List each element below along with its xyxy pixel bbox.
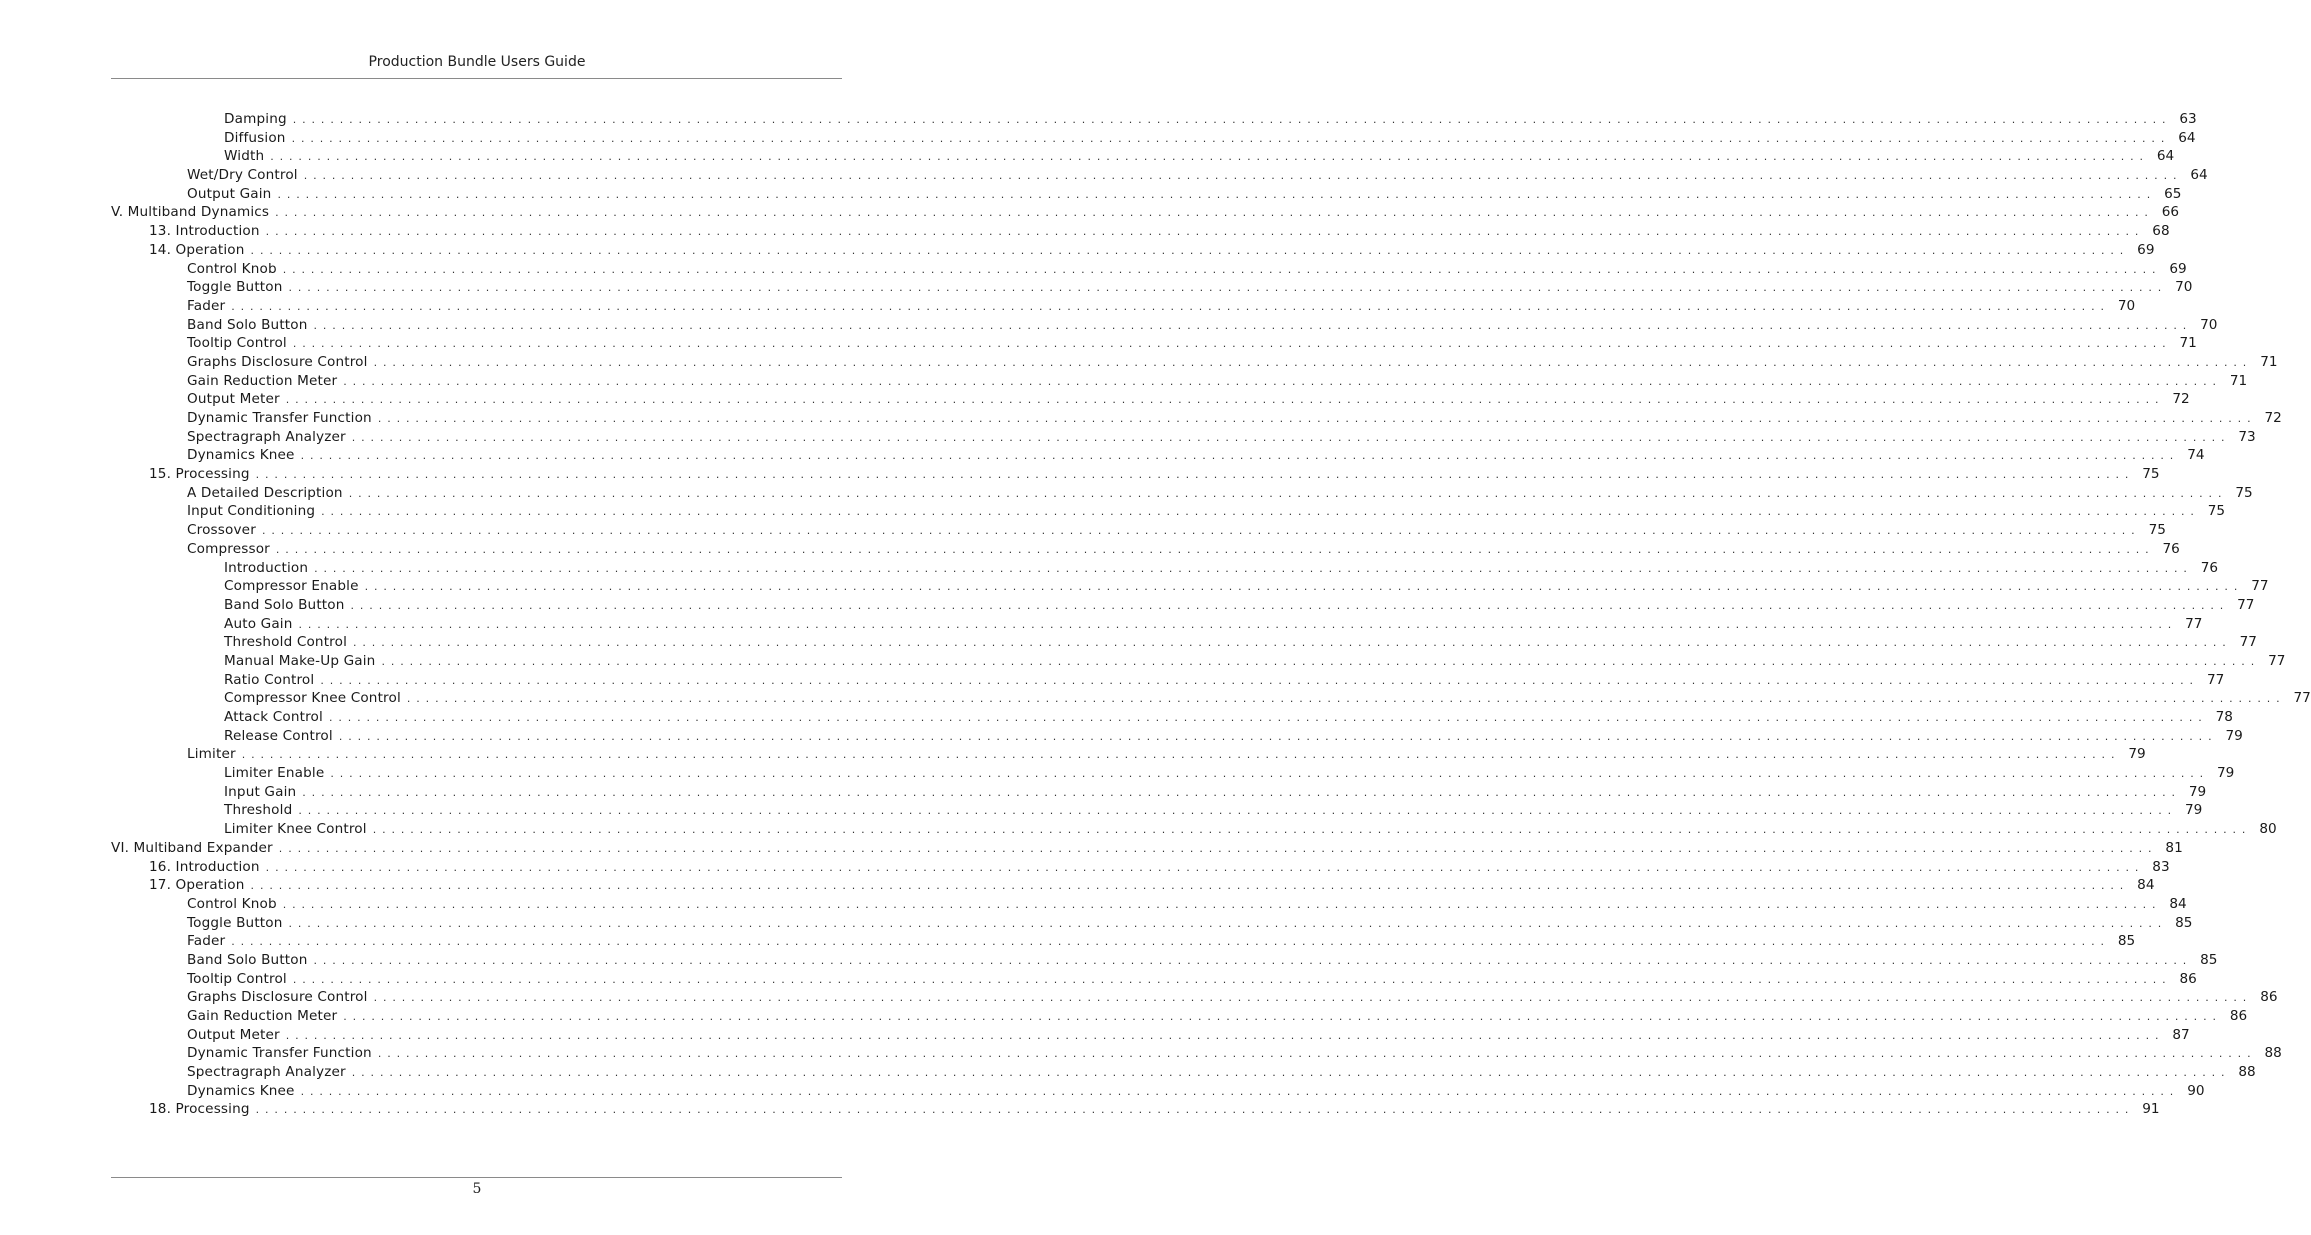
toc-entry-title: Auto Gain bbox=[224, 615, 293, 632]
toc-leader-dots: . . . . . . . . . . . . . . . . . . . . . . . . . . . . . . . . . . . . . . . . . . . . . . . . . . . . . . . . . . . . . . . . . . . . . . . . . . . . . . . . . . . . . . . . . . . . . . . . . . . . . . . . . . . . . . . . . . . . . . . . . . . . . . . . . . . . . . . . . . . . . . . . . . . . . . . . . . . . . . . . . . . . . . . . . . . . . . . . . . . . . . . . . . . . . . . . . . . . . . . . bbox=[351, 1066, 2226, 1080]
toc-entry[interactable] bbox=[111, 540, 2180, 559]
toc-entry-page: 79 bbox=[2184, 802, 2203, 819]
toc-leader-dots: . . . . . . . . . . . . . . . . . . . . . . . . . . . . . . . . . . . . . . . . . . . . . . . . . . . . . . . . . . . . . . . . . . . . . . . . . . . . . . . . . . . . . . . . . . . . . . . . . . . . . . . . . . . . . . . . . . . . . . . . . . . . . . . . . . . . . . . . . . . . . . . . . . . . . . . . . . . . . . . . . . . . . . . . . . . . . . . . . . . . . . . . . . . . . . . . . . . . . . . . bbox=[288, 916, 2163, 930]
toc-entry-title: Attack Control bbox=[224, 709, 323, 725]
toc-entry-page: 91 bbox=[2142, 1101, 2160, 1118]
toc-entry-page: 70 bbox=[2200, 316, 2218, 333]
toc-entry-page: 84 bbox=[2169, 895, 2187, 912]
toc-leader-dots: . . . . . . . . . . . . . . . . . . . . . . . . . . . . . . . . . . . . . . . . . . . . . . . . . . . . . . . . . . . . . . . . . . . . . . . . . . . . . . . . . . . . . . . . . . . . . . . . . . . . . . . . . . . . . . . . . . . . . . . . . . . . . . . . . . . . . . . . . . . . . . . . . . . . . . . . . . . . . . . . . . . . . . . . . . . . . . . . . . . . . . . . . . . . . . . . . . . . . . . . bbox=[313, 953, 2188, 967]
toc-entry-title: Graphs Disclosure Control bbox=[187, 989, 368, 1006]
table-of-contents bbox=[111, 110, 2311, 1119]
toc-entry-title: 16. Introduction bbox=[149, 858, 260, 875]
toc-leader-dots: . . . . . . . . . . . . . . . . . . . . . . . . . . . . . . . . . . . . . . . . . . . . . . . . . . . . . . . . . . . . . . . . . . . . . . . . . . . . . . . . . . . . . . . . . . . . . . . . . . . . . . . . . . . . . . . . . . . . . . . . . . . . . . . . . . . . . . . . . . . . . . . . . . . . . . . . . . . . . . . . . . . . . . . . . . . . . . . . . . . . . . . . . . . . . . . . . . . . . . . . bbox=[298, 617, 2173, 631]
toc-entry-page: 79 bbox=[2188, 783, 2207, 800]
toc-entry-title: Toggle Button bbox=[187, 279, 283, 296]
toc-entry-page: 86 bbox=[2179, 970, 2197, 987]
toc-entry-page: 69 bbox=[2169, 260, 2187, 277]
toc-entry-title: Tooltip Control bbox=[187, 335, 287, 352]
toc-entry[interactable] bbox=[111, 839, 2183, 858]
toc-leader-dots: . . . . . . . . . . . . . . . . . . . . . . . . . . . . . . . . . . . . . . . . . . . . . . . . . . . . . . . . . . . . . . . . . . . . . . . . . . . . . . . . . . . . . . . . . . . . . . . . . . . . . . . . . . . . . . . . . . . . . . . . . . . . . . . . . . . . . . . . . . . . . . . . . . . . . . . . . . . . . . . . . . . . . . . . . . . . . . . . . . . . . . . . . . . . . . . . . . . . . . . . bbox=[313, 318, 2188, 332]
toc-leader-dots: . . . . . . . . . . . . . . . . . . . . . . . . . . . . . . . . . . . . . . . . . . . . . . . . . . . . . . . . . . . . . . . . . . . . . . . . . . . . . . . . . . . . . . . . . . . . . . . . . . . . . . . . . . . . . . . . . . . . . . . . . . . . . . . . . . . . . . . . . . . . . . . . . . . . . . . . . . . . . . . . . . . . . . . . . . . . . . . . . . . . . . . . . . . . . . . . . . . . . . . . bbox=[275, 542, 2150, 556]
toc-entry[interactable] bbox=[111, 297, 2136, 316]
toc-entry[interactable] bbox=[111, 147, 2175, 166]
toc-leader-dots: . . . . . . . . . . . . . . . . . . . . . . . . . . . . . . . . . . . . . . . . . . . . . . . . . . . . . . . . . . . . . . . . . . . . . . . . . . . . . . . . . . . . . . . . . . . . . . . . . . . . . . . . . . . . . . . . . . . . . . . . . . . . . . . . . . . . . . . . . . . . . . . . . . . . . . . . . . . . . . . . . . . . . . . . . . . . . . . . . . . . . . . . . . . . . . . . . . . . . . . . bbox=[314, 561, 2189, 575]
toc-leader-dots: . . . . . . . . . . . . . . . . . . . . . . . . . . . . . . . . . . . . . . . . . . . . . . . . . . . . . . . . . . . . . . . . . . . . . . . . . . . . . . . . . . . . . . . . . . . . . . . . . . . . . . . . . . . . . . . . . . . . . . . . . . . . . . . . . . . . . . . . . . . . . . . . . . . . . . . . . . . . . . . . . . . . . . . . . . . . . . . . . . . . . . . . . . . . . . . . . . . . . . . . bbox=[300, 1084, 2175, 1098]
toc-entry-title: Tooltip Control bbox=[187, 970, 287, 987]
toc-leader-dots: . . . . . . . . . . . . . . . . . . . . . . . . . . . . . . . . . . . . . . . . . . . . . . . . . . . . . . . . . . . . . . . . . . . . . . . . . . . . . . . . . . . . . . . . . . . . . . . . . . . . . . . . . . . . . . . . . . . . . . . . . . . . . . . . . . . . . . . . . . . . . . . . . . . . . . . . . . . . . . . . . . . . . . . . . . . . . . . . . . . . . . . . . . . . . . . . . . . . . . . . bbox=[377, 412, 2252, 425]
toc-entry-page: 88 bbox=[2238, 1064, 2256, 1081]
toc-entry[interactable] bbox=[111, 521, 2166, 540]
toc-entry[interactable] bbox=[111, 502, 2226, 521]
toc-entry-page: 71 bbox=[2229, 372, 2248, 389]
toc-entry[interactable] bbox=[111, 390, 2190, 409]
toc-entry-page: 76 bbox=[2200, 559, 2219, 576]
toc-entry-page: 64 bbox=[2190, 167, 2208, 184]
footer-rule bbox=[111, 1177, 842, 1178]
toc-entry-title: Control Knob bbox=[187, 895, 277, 912]
toc-entry[interactable] bbox=[111, 316, 2218, 335]
toc-leader-dots: . . . . . . . . . . . . . . . . . . . . . . . . . . . . . . . . . . . . . . . . . . . . . . . . . . . . . . . . . . . . . . . . . . . . . . . . . . . . . . . . . . . . . . . . . . . . . . . . . . . . . . . . . . . . . . . . . . . . . . . . . . . . . . . . . . . . . . . . . . . . . . . . . . . . . . . . . . . . . . . . . . . . . . . . . . . . . . . . . . . . . . . . . . . . . . . . . . . . . . . . bbox=[265, 860, 2140, 874]
toc-leader-dots: . . . . . . . . . . . . . . . . . . . . . . . . . . . . . . . . . . . . . . . . . . . . . . . . . . . . . . . . . . . . . . . . . . . . . . . . . . . . . . . . . . . . . . . . . . . . . . . . . . . . . . . . . . . . . . . . . . . . . . . . . . . . . . . . . . . . . . . . . . . . . . . . . . . . . . . . . . . . . . . . . . . . . . . . . . . . . . . . . . . . . . . . . . . . . . . . . . . . . . . . bbox=[328, 711, 2203, 724]
toc-entry[interactable] bbox=[111, 764, 2235, 783]
toc-entry-page: 86 bbox=[2229, 1008, 2248, 1024]
toc-entry-page: 79 bbox=[2128, 746, 2146, 763]
toc-leader-dots: . . . . . . . . . . . . . . . . . . . . . . . . . . . . . . . . . . . . . . . . . . . . . . . . . . . . . . . . . . . . . . . . . . . . . . . . . . . . . . . . . . . . . . . . . . . . . . . . . . . . . . . . . . . . . . . . . . . . . . . . . . . . . . . . . . . . . . . . . . . . . . . . . . . . . . . . . . . . . . . . . . . . . . . . . . . . . . . . . . . . . . . . . . . . . . . . . . . . . . . . bbox=[250, 243, 2125, 257]
toc-leader-dots: . . . . . . . . . . . . . . . . . . . . . . . . . . . . . . . . . . . . . . . . . . . . . . . . . . . . . . . . . . . . . . . . . . . . . . . . . . . . . . . . . . . . . . . . . . . . . . . . . . . . . . . . . . . . . . . . . . . . . . . . . . . . . . . . . . . . . . . . . . . . . . . . . . . . . . . . . . . . . . . . . . . . . . . . . . . . . . . . . . . . . . . . . . . . . . . . . . . . . . . . bbox=[292, 113, 2167, 126]
toc-leader-dots: . . . . . . . . . . . . . . . . . . . . . . . . . . . . . . . . . . . . . . . . . . . . . . . . . . . . . . . . . . . . . . . . . . . . . . . . . . . . . . . . . . . . . . . . . . . . . . . . . . . . . . . . . . . . . . . . . . . . . . . . . . . . . . . . . . . . . . . . . . . . . . . . . . . . . . . . . . . . . . . . . . . . . . . . . . . . . . . . . . . . . . . . . . . . . . . . . . . . . . . . bbox=[373, 355, 2248, 369]
toc-entry-page: 77 bbox=[2206, 671, 2225, 688]
toc-entry-page: 74 bbox=[2187, 447, 2205, 464]
toc-entry-page: 71 bbox=[2260, 353, 2278, 370]
toc-leader-dots: . . . . . . . . . . . . . . . . . . . . . . . . . . . . . . . . . . . . . . . . . . . . . . . . . . . . . . . . . . . . . . . . . . . . . . . . . . . . . . . . . . . . . . . . . . . . . . . . . . . . . . . . . . . . . . . . . . . . . . . . . . . . . . . . . . . . . . . . . . . . . . . . . . . . . . . . . . . . . . . . . . . . . . . . . . . . . . . . . . . . . . . . . . . . . . . . . . . . . . . . bbox=[275, 206, 2150, 220]
toc-entry[interactable] bbox=[111, 858, 2170, 877]
toc-entry-title: Dynamics Knee bbox=[187, 447, 295, 464]
toc-leader-dots: . . . . . . . . . . . . . . . . . . . . . . . . . . . . . . . . . . . . . . . . . . . . . . . . . . . . . . . . . . . . . . . . . . . . . . . . . . . . . . . . . . . . . . . . . . . . . . . . . . . . . . . . . . . . . . . . . . . . . . . . . . . . . . . . . . . . . . . . . . . . . . . . . . . . . . . . . . . . . . . . . . . . . . . . . . . . . . . . . . . . . . . . . . . . . . . . . . . . . . . . bbox=[292, 337, 2167, 351]
toc-entry[interactable] bbox=[111, 783, 2207, 802]
toc-entry[interactable] bbox=[111, 484, 2253, 503]
toc-leader-dots: . . . . . . . . . . . . . . . . . . . . . . . . . . . . . . . . . . . . . . . . . . . . . . . . . . . . . . . . . . . . . . . . . . . . . . . . . . . . . . . . . . . . . . . . . . . . . . . . . . . . . . . . . . . . . . . . . . . . . . . . . . . . . . . . . . . . . . . . . . . . . . . . . . . . . . . . . . . . . . . . . . . . . . . . . . . . . . . . . . . . . . . . . . . . . . . . . . . . . . . . bbox=[241, 748, 2116, 762]
toc-entry-page: 77 bbox=[2268, 652, 2286, 669]
toc-leader-dots: . . . . . . . . . . . . . . . . . . . . . . . . . . . . . . . . . . . . . . . . . . . . . . . . . . . . . . . . . . . . . . . . . . . . . . . . . . . . . . . . . . . . . . . . . . . . . . . . . . . . . . . . . . . . . . . . . . . . . . . . . . . . . . . . . . . . . . . . . . . . . . . . . . . . . . . . . . . . . . . . . . . . . . . . . . . . . . . . . . . . . . . . . . . . . . . . . . . . . . . . bbox=[303, 169, 2178, 183]
toc-entry-title: Fader bbox=[187, 933, 226, 950]
toc-entry[interactable] bbox=[111, 689, 2311, 708]
toc-entry-title: Spectragraph Analyzer bbox=[187, 428, 346, 445]
toc-entry-page: 77 bbox=[2251, 578, 2269, 595]
toc-entry-page: 73 bbox=[2238, 428, 2256, 445]
toc-entry-page: 75 bbox=[2235, 484, 2253, 501]
toc-entry[interactable] bbox=[111, 932, 2136, 951]
toc-entry-title: Toggle Button bbox=[187, 914, 283, 931]
toc-entry-title: Width bbox=[224, 148, 265, 165]
toc-entry[interactable] bbox=[111, 1063, 2256, 1082]
toc-entry-page: 85 bbox=[2117, 933, 2136, 950]
toc-entry-page: 79 bbox=[2217, 765, 2235, 782]
toc-entry-title: Dynamics Knee bbox=[187, 1082, 295, 1099]
toc-leader-dots: . . . . . . . . . . . . . . . . . . . . . . . . . . . . . . . . . . . . . . . . . . . . . . . . . . . . . . . . . . . . . . . . . . . . . . . . . . . . . . . . . . . . . . . . . . . . . . . . . . . . . . . . . . . . . . . . . . . . . . . . . . . . . . . . . . . . . . . . . . . . . . . . . . . . . . . . . . . . . . . . . . . . . . . . . . . . . . . . . . . . . . . . . . . . . . . . . . . . . . . . bbox=[298, 804, 2173, 818]
running-header-title: Production Bundle Users Guide bbox=[368, 54, 586, 70]
toc-entry-title: Band Solo Button bbox=[187, 951, 308, 968]
toc-leader-dots: . . . . . . . . . . . . . . . . . . . . . . . . . . . . . . . . . . . . . . . . . . . . . . . . . . . . . . . . . . . . . . . . . . . . . . . . . . . . . . . . . . . . . . . . . . . . . . . . . . . . . . . . . . . . . . . . . . . . . . . . . . . . . . . . . . . . . . . . . . . . . . . . . . . . . . . . . . . . . . . . . . . . . . . . . . . . . . . . . . . . . . . . . . . . . . . . . . . . . . . . bbox=[250, 879, 2125, 893]
toc-entry-title: Output Meter bbox=[187, 1026, 280, 1043]
toc-entry[interactable] bbox=[111, 615, 2203, 634]
toc-entry-title: 18. Processing bbox=[149, 1101, 250, 1118]
toc-leader-dots: . . . . . . . . . . . . . . . . . . . . . . . . . . . . . . . . . . . . . . . . . . . . . . . . . . . . . . . . . . . . . . . . . . . . . . . . . . . . . . . . . . . . . . . . . . . . . . . . . . . . . . . . . . . . . . . . . . . . . . . . . . . . . . . . . . . . . . . . . . . . . . . . . . . . . . . . . . . . . . . . . . . . . . . . . . . . . . . . . . . . . . . . . . . . . . . . . . . . . . . . bbox=[255, 1103, 2130, 1117]
toc-entry-title: Diffusion bbox=[224, 129, 286, 146]
toc-leader-dots: . . . . . . . . . . . . . . . . . . . . . . . . . . . . . . . . . . . . . . . . . . . . . . . . . . . . . . . . . . . . . . . . . . . . . . . . . . . . . . . . . . . . . . . . . . . . . . . . . . . . . . . . . . . . . . . . . . . . . . . . . . . . . . . . . . . . . . . . . . . . . . . . . . . . . . . . . . . . . . . . . . . . . . . . . . . . . . . . . . . . . . . . . . . . . . . . . . . . . . . . bbox=[364, 580, 2239, 594]
toc-entry-page: 66 bbox=[2161, 204, 2180, 221]
toc-entry-page: 85 bbox=[2175, 914, 2193, 931]
toc-leader-dots: . . . . . . . . . . . . . . . . . . . . . . . . . . . . . . . . . . . . . . . . . . . . . . . . . . . . . . . . . . . . . . . . . . . . . . . . . . . . . . . . . . . . . . . . . . . . . . . . . . . . . . . . . . . . . . . . . . . . . . . . . . . . . . . . . . . . . . . . . . . . . . . . . . . . . . . . . . . . . . . . . . . . . . . . . . . . . . . . . . . . . . . . . . . . . . . . . . . . . . . . bbox=[372, 823, 2247, 837]
toc-leader-dots: . . . . . . . . . . . . . . . . . . . . . . . . . . . . . . . . . . . . . . . . . . . . . . . . . . . . . . . . . . . . . . . . . . . . . . . . . . . . . . . . . . . . . . . . . . . . . . . . . . . . . . . . . . . . . . . . . . . . . . . . . . . . . . . . . . . . . . . . . . . . . . . . . . . . . . . . . . . . . . . . . . . . . . . . . . . . . . . . . . . . . . . . . . . . . . . . . . . . . . . . bbox=[300, 449, 2175, 463]
toc-leader-dots: . . . . . . . . . . . . . . . . . . . . . . . . . . . . . . . . . . . . . . . . . . . . . . . . . . . . . . . . . . . . . . . . . . . . . . . . . . . . . . . . . . . . . . . . . . . . . . . . . . . . . . . . . . . . . . . . . . . . . . . . . . . . . . . . . . . . . . . . . . . . . . . . . . . . . . . . . . . . . . . . . . . . . . . . . . . . . . . . . . . . . . . . . . . . . . . . . . . . . . . . bbox=[231, 935, 2106, 949]
toc-entry[interactable] bbox=[111, 745, 2146, 764]
toc-entry[interactable] bbox=[111, 428, 2256, 447]
toc-entry-page: 87 bbox=[2172, 1026, 2190, 1043]
toc-entry-page: 77 bbox=[2237, 596, 2255, 613]
toc-entry-page: 70 bbox=[2117, 297, 2136, 314]
toc-entry[interactable] bbox=[111, 1100, 2160, 1119]
toc-entry-page: 75 bbox=[2148, 522, 2166, 539]
toc-entry-page: 69 bbox=[2137, 241, 2155, 258]
toc-entry[interactable] bbox=[111, 876, 2155, 895]
toc-leader-dots: . . . . . . . . . . . . . . . . . . . . . . . . . . . . . . . . . . . . . . . . . . . . . . . . . . . . . . . . . . . . . . . . . . . . . . . . . . . . . . . . . . . . . . . . . . . . . . . . . . . . . . . . . . . . . . . . . . . . . . . . . . . . . . . . . . . . . . . . . . . . . . . . . . . . . . . . . . . . . . . . . . . . . . . . . . . . . . . . . . . . . . . . . . . . . . . . . . . . . . . . bbox=[265, 225, 2140, 239]
toc-leader-dots: . . . . . . . . . . . . . . . . . . . . . . . . . . . . . . . . . . . . . . . . . . . . . . . . . . . . . . . . . . . . . . . . . . . . . . . . . . . . . . . . . . . . . . . . . . . . . . . . . . . . . . . . . . . . . . . . . . . . . . . . . . . . . . . . . . . . . . . . . . . . . . . . . . . . . . . . . . . . . . . . . . . . . . . . . . . . . . . . . . . . . . . . . . . . . . . . . . . . . . . . bbox=[231, 299, 2106, 313]
toc-entry-title: Band Solo Button bbox=[187, 316, 308, 333]
toc-entry-page: 80 bbox=[2259, 821, 2277, 838]
toc-entry-title: Input Conditioning bbox=[187, 503, 316, 520]
toc-entry-title: Introduction bbox=[224, 559, 309, 576]
toc-entry[interactable] bbox=[111, 353, 2278, 372]
toc-entry-title: VI. Multiband Expander bbox=[111, 839, 273, 856]
toc-entry[interactable] bbox=[111, 820, 2277, 839]
toc-leader-dots: . . . . . . . . . . . . . . . . . . . . . . . . . . . . . . . . . . . . . . . . . . . . . . . . . . . . . . . . . . . . . . . . . . . . . . . . . . . . . . . . . . . . . . . . . . . . . . . . . . . . . . . . . . . . . . . . . . . . . . . . . . . . . . . . . . . . . . . . . . . . . . . . . . . . . . . . . . . . . . . . . . . . . . . . . . . . . . . . . . . . . . . . . . . . . . . . . . . . . . . . bbox=[255, 468, 2130, 482]
toc-leader-dots: . . . . . . . . . . . . . . . . . . . . . . . . . . . . . . . . . . . . . . . . . . . . . . . . . . . . . . . . . . . . . . . . . . . . . . . . . . . . . . . . . . . . . . . . . . . . . . . . . . . . . . . . . . . . . . . . . . . . . . . . . . . . . . . . . . . . . . . . . . . . . . . . . . . . . . . . . . . . . . . . . . . . . . . . . . . . . . . . . . . . . . . . . . . . . . . . . . . . . . . . bbox=[285, 1028, 2160, 1042]
toc-leader-dots: . . . . . . . . . . . . . . . . . . . . . . . . . . . . . . . . . . . . . . . . . . . . . . . . . . . . . . . . . . . . . . . . . . . . . . . . . . . . . . . . . . . . . . . . . . . . . . . . . . . . . . . . . . . . . . . . . . . . . . . . . . . . . . . . . . . . . . . . . . . . . . . . . . . . . . . . . . . . . . . . . . . . . . . . . . . . . . . . . . . . . . . . . . . . . . . . . . . . . . . . bbox=[282, 262, 2157, 276]
toc-entry-title: A Detailed Description bbox=[187, 484, 343, 501]
toc-entry-page: 71 bbox=[2179, 335, 2197, 352]
toc-entry-page: 64 bbox=[2178, 129, 2196, 146]
page-number: 5 bbox=[472, 1181, 482, 1197]
toc-entry[interactable] bbox=[111, 727, 2243, 746]
toc-leader-dots: . . . . . . . . . . . . . . . . . . . . . . . . . . . . . . . . . . . . . . . . . . . . . . . . . . . . . . . . . . . . . . . . . . . . . . . . . . . . . . . . . . . . . . . . . . . . . . . . . . . . . . . . . . . . . . . . . . . . . . . . . . . . . . . . . . . . . . . . . . . . . . . . . . . . . . . . . . . . . . . . . . . . . . . . . . . . . . . . . . . . . . . . . . . . . . . . . . . . . . . . bbox=[348, 486, 2223, 500]
toc-entry-page: 68 bbox=[2152, 223, 2170, 240]
toc-entry-title: V. Multiband Dynamics bbox=[111, 204, 270, 221]
toc-entry-title: Limiter Enable bbox=[224, 765, 325, 782]
toc-entry[interactable] bbox=[111, 372, 2248, 391]
toc-entry[interactable] bbox=[111, 465, 2160, 484]
toc-entry[interactable] bbox=[111, 129, 2196, 148]
toc-leader-dots: . . . . . . . . . . . . . . . . . . . . . . . . . . . . . . . . . . . . . . . . . . . . . . . . . . . . . . . . . . . . . . . . . . . . . . . . . . . . . . . . . . . . . . . . . . . . . . . . . . . . . . . . . . . . . . . . . . . . . . . . . . . . . . . . . . . . . . . . . . . . . . . . . . . . . . . . . . . . . . . . . . . . . . . . . . . . . . . . . . . . . . . . . . . . . . . . . . . . . . . . bbox=[381, 654, 2256, 668]
toc-entry[interactable] bbox=[111, 1082, 2205, 1101]
toc-leader-dots: . . . . . . . . . . . . . . . . . . . . . . . . . . . . . . . . . . . . . . . . . . . . . . . . . . . . . . . . . . . . . . . . . . . . . . . . . . . . . . . . . . . . . . . . . . . . . . . . . . . . . . . . . . . . . . . . . . . . . . . . . . . . . . . . . . . . . . . . . . . . . . . . . . . . . . . . . . . . . . . . . . . . . . . . . . . . . . . . . . . . . . . . . . . . . . . . . . . . . . . . bbox=[330, 767, 2205, 781]
toc-entry-title: Compressor Knee Control bbox=[224, 690, 401, 707]
toc-entry-title: Threshold bbox=[224, 802, 293, 819]
toc-entry-title: Manual Make-Up Gain bbox=[224, 652, 376, 669]
toc-entry[interactable] bbox=[111, 409, 2282, 428]
toc-leader-dots: . . . . . . . . . . . . . . . . . . . . . . . . . . . . . . . . . . . . . . . . . . . . . . . . . . . . . . . . . . . . . . . . . . . . . . . . . . . . . . . . . . . . . . . . . . . . . . . . . . . . . . . . . . . . . . . . . . . . . . . . . . . . . . . . . . . . . . . . . . . . . . . . . . . . . . . . . . . . . . . . . . . . . . . . . . . . . . . . . . . . . . . . . . . . . . . . . . . . . . . . bbox=[288, 281, 2163, 295]
toc-entry-title: Control Knob bbox=[187, 260, 277, 277]
toc-leader-dots: . . . . . . . . . . . . . . . . . . . . . . . . . . . . . . . . . . . . . . . . . . . . . . . . . . . . . . . . . . . . . . . . . . . . . . . . . . . . . . . . . . . . . . . . . . . . . . . . . . . . . . . . . . . . . . . . . . . . . . . . . . . . . . . . . . . . . . . . . . . . . . . . . . . . . . . . . . . . . . . . . . . . . . . . . . . . . . . . . . . . . . . . . . . . . . . . . . . . . . . . bbox=[406, 692, 2281, 706]
toc-entry-page: 83 bbox=[2152, 858, 2170, 875]
toc-entry-title: Graphs Disclosure Control bbox=[187, 353, 368, 370]
toc-entry[interactable] bbox=[111, 970, 2197, 989]
toc-entry[interactable] bbox=[111, 988, 2278, 1007]
toc-entry[interactable] bbox=[111, 185, 2182, 204]
header-rule bbox=[111, 78, 842, 79]
toc-entry-title: Output Meter bbox=[187, 391, 280, 408]
toc-leader-dots: . . . . . . . . . . . . . . . . . . . . . . . . . . . . . . . . . . . . . . . . . . . . . . . . . . . . . . . . . . . . . . . . . . . . . . . . . . . . . . . . . . . . . . . . . . . . . . . . . . . . . . . . . . . . . . . . . . . . . . . . . . . . . . . . . . . . . . . . . . . . . . . . . . . . . . . . . . . . . . . . . . . . . . . . . . . . . . . . . . . . . . . . . . . . . . . . . . . . . . . . bbox=[377, 1047, 2252, 1061]
toc-entry-title: Input Gain bbox=[224, 783, 297, 800]
toc-entry[interactable] bbox=[111, 559, 2219, 578]
toc-entry-title: Limiter bbox=[187, 746, 236, 763]
toc-entry[interactable] bbox=[111, 1007, 2248, 1026]
toc-entry[interactable] bbox=[111, 633, 2257, 652]
toc-entry[interactable] bbox=[111, 166, 2208, 185]
toc-leader-dots: . . . . . . . . . . . . . . . . . . . . . . . . . . . . . . . . . . . . . . . . . . . . . . . . . . . . . . . . . . . . . . . . . . . . . . . . . . . . . . . . . . . . . . . . . . . . . . . . . . . . . . . . . . . . . . . . . . . . . . . . . . . . . . . . . . . . . . . . . . . . . . . . . . . . . . . . . . . . . . . . . . . . . . . . . . . . . . . . . . . . . . . . . . . . . . . . . . . . . . . . bbox=[373, 991, 2248, 1005]
toc-leader-dots: . . . . . . . . . . . . . . . . . . . . . . . . . . . . . . . . . . . . . . . . . . . . . . . . . . . . . . . . . . . . . . . . . . . . . . . . . . . . . . . . . . . . . . . . . . . . . . . . . . . . . . . . . . . . . . . . . . . . . . . . . . . . . . . . . . . . . . . . . . . . . . . . . . . . . . . . . . . . . . . . . . . . . . . . . . . . . . . . . . . . . . . . . . . . . . . . . . . . . . . . bbox=[353, 636, 2227, 650]
toc-entry-page: 63 bbox=[2179, 111, 2197, 127]
toc-entry-title: Compressor bbox=[187, 540, 270, 557]
toc-leader-dots: . . . . . . . . . . . . . . . . . . . . . . . . . . . . . . . . . . . . . . . . . . . . . . . . . . . . . . . . . . . . . . . . . . . . . . . . . . . . . . . . . . . . . . . . . . . . . . . . . . . . . . . . . . . . . . . . . . . . . . . . . . . . . . . . . . . . . . . . . . . . . . . . . . . . . . . . . . . . . . . . . . . . . . . . . . . . . . . . . . . . . . . . . . . . . . . . . . . . . . . . bbox=[350, 598, 2225, 612]
toc-entry[interactable] bbox=[111, 203, 2180, 222]
toc-leader-dots: . . . . . . . . . . . . . . . . . . . . . . . . . . . . . . . . . . . . . . . . . . . . . . . . . . . . . . . . . . . . . . . . . . . . . . . . . . . . . . . . . . . . . . . . . . . . . . . . . . . . . . . . . . . . . . . . . . . . . . . . . . . . . . . . . . . . . . . . . . . . . . . . . . . . . . . . . . . . . . . . . . . . . . . . . . . . . . . . . . . . . . . . . . . . . . . . . . . . . . . . bbox=[291, 131, 2166, 145]
toc-entry[interactable] bbox=[111, 446, 2205, 465]
toc-entry-page: 90 bbox=[2187, 1082, 2205, 1099]
toc-entry-page: 86 bbox=[2260, 989, 2278, 1006]
toc-entry-title: Gain Reduction Meter bbox=[187, 1008, 338, 1024]
toc-leader-dots: . . . . . . . . . . . . . . . . . . . . . . . . . . . . . . . . . . . . . . . . . . . . . . . . . . . . . . . . . . . . . . . . . . . . . . . . . . . . . . . . . . . . . . . . . . . . . . . . . . . . . . . . . . . . . . . . . . . . . . . . . . . . . . . . . . . . . . . . . . . . . . . . . . . . . . . . . . . . . . . . . . . . . . . . . . . . . . . . . . . . . . . . . . . . . . . . . . . . . . . . bbox=[338, 729, 2213, 743]
toc-entry-title: Compressor Enable bbox=[224, 578, 359, 595]
toc-entry[interactable] bbox=[111, 951, 2218, 970]
toc-entry-title: Wet/Dry Control bbox=[187, 167, 298, 184]
toc-entry-page: 79 bbox=[2225, 727, 2243, 744]
toc-leader-dots: . . . . . . . . . . . . . . . . . . . . . . . . . . . . . . . . . . . . . . . . . . . . . . . . . . . . . . . . . . . . . . . . . . . . . . . . . . . . . . . . . . . . . . . . . . . . . . . . . . . . . . . . . . . . . . . . . . . . . . . . . . . . . . . . . . . . . . . . . . . . . . . . . . . . . . . . . . . . . . . . . . . . . . . . . . . . . . . . . . . . . . . . . . . . . . . . . . . . . . . . bbox=[302, 785, 2177, 799]
toc-entry[interactable] bbox=[111, 334, 2197, 353]
toc-entry[interactable] bbox=[111, 1026, 2190, 1045]
toc-entry-title: Crossover bbox=[187, 522, 256, 539]
toc-entry-page: 78 bbox=[2215, 709, 2233, 725]
toc-entry-title: Damping bbox=[224, 111, 287, 127]
toc-entry-title: Dynamic Transfer Function bbox=[187, 410, 372, 426]
toc-entry-title: Spectragraph Analyzer bbox=[187, 1064, 346, 1081]
toc-entry[interactable] bbox=[111, 278, 2193, 297]
toc-leader-dots: . . . . . . . . . . . . . . . . . . . . . . . . . . . . . . . . . . . . . . . . . . . . . . . . . . . . . . . . . . . . . . . . . . . . . . . . . . . . . . . . . . . . . . . . . . . . . . . . . . . . . . . . . . . . . . . . . . . . . . . . . . . . . . . . . . . . . . . . . . . . . . . . . . . . . . . . . . . . . . . . . . . . . . . . . . . . . . . . . . . . . . . . . . . . . . . . . . . . . . . . bbox=[320, 673, 2195, 687]
toc-leader-dots: . . . . . . . . . . . . . . . . . . . . . . . . . . . . . . . . . . . . . . . . . . . . . . . . . . . . . . . . . . . . . . . . . . . . . . . . . . . . . . . . . . . . . . . . . . . . . . . . . . . . . . . . . . . . . . . . . . . . . . . . . . . . . . . . . . . . . . . . . . . . . . . . . . . . . . . . . . . . . . . . . . . . . . . . . . . . . . . . . . . . . . . . . . . . . . . . . . . . . . . . bbox=[292, 972, 2167, 986]
toc-entry-title: Release Control bbox=[224, 727, 333, 744]
toc-entry-page: 88 bbox=[2264, 1045, 2282, 1062]
toc-leader-dots: . . . . . . . . . . . . . . . . . . . . . . . . . . . . . . . . . . . . . . . . . . . . . . . . . . . . . . . . . . . . . . . . . . . . . . . . . . . . . . . . . . . . . . . . . . . . . . . . . . . . . . . . . . . . . . . . . . . . . . . . . . . . . . . . . . . . . . . . . . . . . . . . . . . . . . . . . . . . . . . . . . . . . . . . . . . . . . . . . . . . . . . . . . . . . . . . . . . . . . . . bbox=[321, 505, 2196, 519]
toc-entry-page: 84 bbox=[2137, 877, 2155, 894]
toc-entry[interactable] bbox=[111, 801, 2203, 820]
toc-entry[interactable] bbox=[111, 1044, 2282, 1063]
toc-entry-page: 70 bbox=[2175, 279, 2193, 296]
toc-entry-title: 13. Introduction bbox=[149, 223, 260, 240]
toc-entry[interactable] bbox=[111, 260, 2187, 279]
toc-leader-dots: . . . . . . . . . . . . . . . . . . . . . . . . . . . . . . . . . . . . . . . . . . . . . . . . . . . . . . . . . . . . . . . . . . . . . . . . . . . . . . . . . . . . . . . . . . . . . . . . . . . . . . . . . . . . . . . . . . . . . . . . . . . . . . . . . . . . . . . . . . . . . . . . . . . . . . . . . . . . . . . . . . . . . . . . . . . . . . . . . . . . . . . . . . . . . . . . . . . . . . . . bbox=[285, 393, 2160, 407]
toc-entry-title: Threshold Control bbox=[224, 634, 348, 651]
toc-leader-dots: . . . . . . . . . . . . . . . . . . . . . . . . . . . . . . . . . . . . . . . . . . . . . . . . . . . . . . . . . . . . . . . . . . . . . . . . . . . . . . . . . . . . . . . . . . . . . . . . . . . . . . . . . . . . . . . . . . . . . . . . . . . . . . . . . . . . . . . . . . . . . . . . . . . . . . . . . . . . . . . . . . . . . . . . . . . . . . . . . . . . . . . . . . . . . . . . . . . . . . . . bbox=[343, 374, 2218, 388]
toc-entry-page: 75 bbox=[2207, 503, 2226, 520]
toc-entry-page: 77 bbox=[2185, 615, 2203, 632]
toc-entry[interactable] bbox=[111, 222, 2170, 241]
toc-entry[interactable] bbox=[111, 241, 2155, 260]
toc-entry-title: Gain Reduction Meter bbox=[187, 372, 338, 389]
toc-entry[interactable] bbox=[111, 671, 2225, 690]
toc-leader-dots: . . . . . . . . . . . . . . . . . . . . . . . . . . . . . . . . . . . . . . . . . . . . . . . . . . . . . . . . . . . . . . . . . . . . . . . . . . . . . . . . . . . . . . . . . . . . . . . . . . . . . . . . . . . . . . . . . . . . . . . . . . . . . . . . . . . . . . . . . . . . . . . . . . . . . . . . . . . . . . . . . . . . . . . . . . . . . . . . . . . . . . . . . . . . . . . . . . . . . . . . bbox=[282, 897, 2157, 911]
toc-entry-page: 77 bbox=[2239, 634, 2257, 651]
toc-entry-title: 14. Operation bbox=[149, 241, 245, 258]
toc-entry-page: 72 bbox=[2264, 410, 2282, 426]
toc-leader-dots: . . . . . . . . . . . . . . . . . . . . . . . . . . . . . . . . . . . . . . . . . . . . . . . . . . . . . . . . . . . . . . . . . . . . . . . . . . . . . . . . . . . . . . . . . . . . . . . . . . . . . . . . . . . . . . . . . . . . . . . . . . . . . . . . . . . . . . . . . . . . . . . . . . . . . . . . . . . . . . . . . . . . . . . . . . . . . . . . . . . . . . . . . . . . . . . . . . . . . . . . bbox=[261, 524, 2136, 538]
toc-entry-page: 72 bbox=[2172, 391, 2190, 408]
toc-entry-page: 65 bbox=[2164, 185, 2182, 202]
toc-entry-page: 85 bbox=[2200, 951, 2218, 968]
toc-entry[interactable] bbox=[111, 708, 2233, 727]
toc-entry[interactable] bbox=[111, 652, 2286, 671]
toc-entry[interactable] bbox=[111, 110, 2197, 129]
toc-leader-dots: . . . . . . . . . . . . . . . . . . . . . . . . . . . . . . . . . . . . . . . . . . . . . . . . . . . . . . . . . . . . . . . . . . . . . . . . . . . . . . . . . . . . . . . . . . . . . . . . . . . . . . . . . . . . . . . . . . . . . . . . . . . . . . . . . . . . . . . . . . . . . . . . . . . . . . . . . . . . . . . . . . . . . . . . . . . . . . . . . . . . . . . . . . . . . . . . . . . . . . . . bbox=[343, 1010, 2218, 1023]
toc-entry[interactable] bbox=[111, 914, 2193, 933]
toc-entry-page: 77 bbox=[2293, 690, 2311, 707]
toc-entry-page: 64 bbox=[2156, 148, 2175, 165]
toc-entry-title: 17. Operation bbox=[149, 877, 245, 894]
toc-entry-title: Dynamic Transfer Function bbox=[187, 1045, 372, 1062]
toc-entry-title: Ratio Control bbox=[224, 671, 315, 688]
toc-entry[interactable] bbox=[111, 895, 2187, 914]
toc-entry-title: Limiter Knee Control bbox=[224, 821, 367, 838]
toc-entry-page: 81 bbox=[2165, 839, 2183, 856]
toc-entry-title: Fader bbox=[187, 297, 226, 314]
toc-leader-dots: . . . . . . . . . . . . . . . . . . . . . . . . . . . . . . . . . . . . . . . . . . . . . . . . . . . . . . . . . . . . . . . . . . . . . . . . . . . . . . . . . . . . . . . . . . . . . . . . . . . . . . . . . . . . . . . . . . . . . . . . . . . . . . . . . . . . . . . . . . . . . . . . . . . . . . . . . . . . . . . . . . . . . . . . . . . . . . . . . . . . . . . . . . . . . . . . . . . . . . . . bbox=[270, 150, 2145, 164]
toc-entry[interactable] bbox=[111, 596, 2255, 615]
toc-entry-page: 76 bbox=[2162, 540, 2180, 557]
toc-entry-page: 75 bbox=[2142, 466, 2160, 483]
toc-entry-title: 15. Processing bbox=[149, 466, 250, 483]
toc-entry-title: Output Gain bbox=[187, 185, 272, 202]
toc-leader-dots: . . . . . . . . . . . . . . . . . . . . . . . . . . . . . . . . . . . . . . . . . . . . . . . . . . . . . . . . . . . . . . . . . . . . . . . . . . . . . . . . . . . . . . . . . . . . . . . . . . . . . . . . . . . . . . . . . . . . . . . . . . . . . . . . . . . . . . . . . . . . . . . . . . . . . . . . . . . . . . . . . . . . . . . . . . . . . . . . . . . . . . . . . . . . . . . . . . . . . . . . bbox=[278, 841, 2153, 855]
toc-leader-dots: . . . . . . . . . . . . . . . . . . . . . . . . . . . . . . . . . . . . . . . . . . . . . . . . . . . . . . . . . . . . . . . . . . . . . . . . . . . . . . . . . . . . . . . . . . . . . . . . . . . . . . . . . . . . . . . . . . . . . . . . . . . . . . . . . . . . . . . . . . . . . . . . . . . . . . . . . . . . . . . . . . . . . . . . . . . . . . . . . . . . . . . . . . . . . . . . . . . . . . . . bbox=[277, 187, 2152, 201]
toc-entry-title: Band Solo Button bbox=[224, 596, 345, 613]
toc-entry[interactable] bbox=[111, 577, 2269, 596]
toc-leader-dots: . . . . . . . . . . . . . . . . . . . . . . . . . . . . . . . . . . . . . . . . . . . . . . . . . . . . . . . . . . . . . . . . . . . . . . . . . . . . . . . . . . . . . . . . . . . . . . . . . . . . . . . . . . . . . . . . . . . . . . . . . . . . . . . . . . . . . . . . . . . . . . . . . . . . . . . . . . . . . . . . . . . . . . . . . . . . . . . . . . . . . . . . . . . . . . . . . . . . . . . . bbox=[351, 430, 2226, 444]
